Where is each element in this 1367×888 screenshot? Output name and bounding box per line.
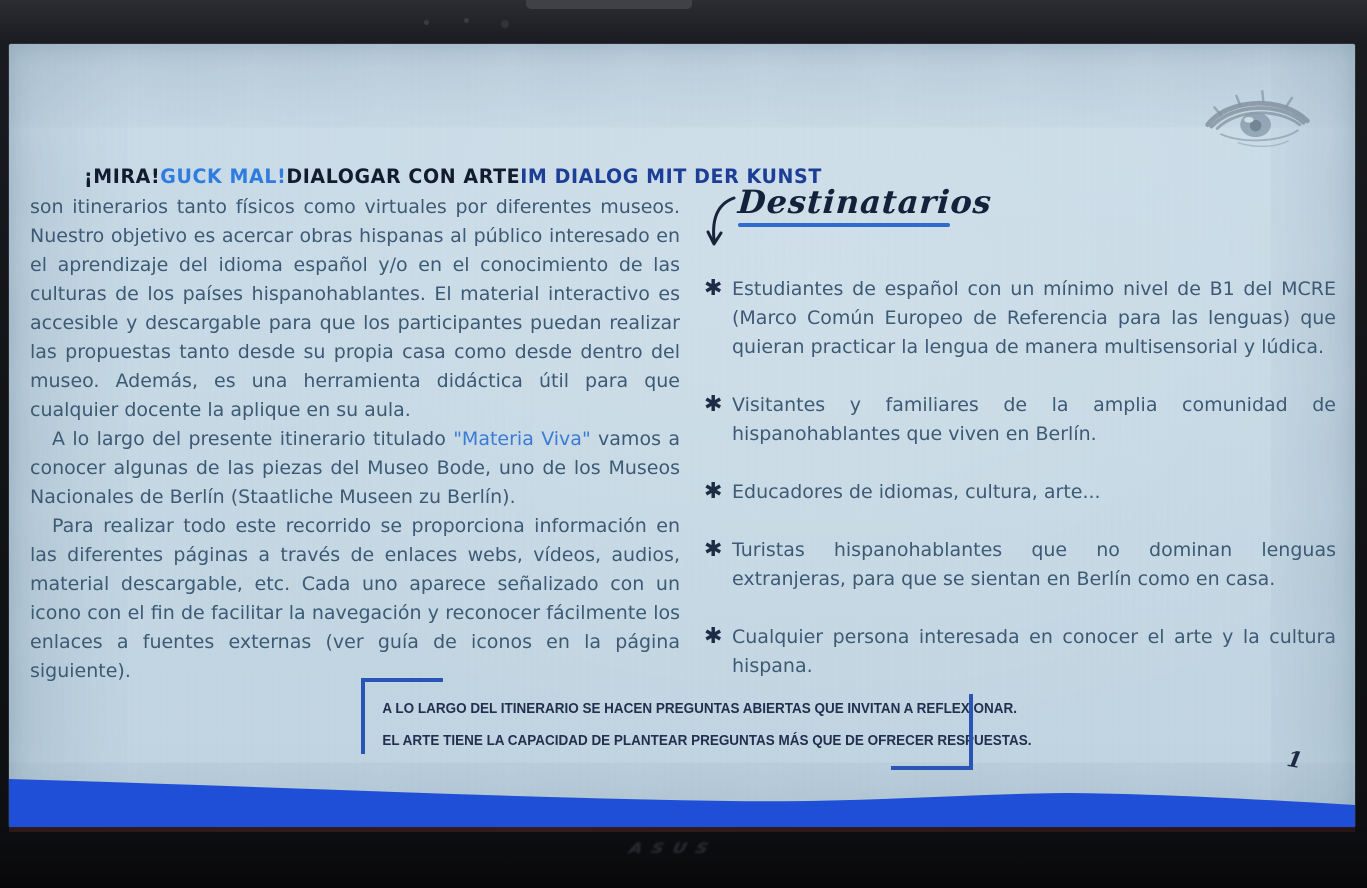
materia-viva-link[interactable]: "Materia Viva" [453, 428, 591, 450]
title-segment-guck-mal: GUCK MAL! [160, 165, 287, 189]
footer-wave [9, 772, 1355, 827]
list-item [704, 478, 1336, 507]
laptop-screen [9, 44, 1355, 827]
heading-underline [738, 223, 950, 227]
microphone-dot-icon [464, 18, 469, 23]
list-item [704, 275, 1336, 362]
intro-section [30, 165, 822, 686]
list-item [704, 391, 1336, 449]
destinatarios-section [704, 184, 1336, 710]
curved-down-arrow-icon [704, 194, 738, 250]
list-item-text: Cualquier persona interesada en conocer el arte y la cultura hispana. [732, 626, 1336, 677]
title-segment-mira: ¡MIRA! [84, 165, 161, 189]
destinatarios-header [704, 184, 1336, 250]
star-bullet-icon: ✱ [704, 624, 723, 649]
hinge-shadow [9, 827, 1355, 832]
list-item-text: Estudiantes de español con un mínimo nivel de B1 del MCRE (Marco Común Europeo de Referencia para las lenguas) que quieran practicar la lengua de manera multisensorial y lúdica. [732, 278, 1336, 358]
destinatarios-list [704, 275, 1336, 681]
star-bullet-icon: ✱ [704, 392, 723, 417]
star-bullet-icon: ✱ [704, 276, 723, 301]
list-item-text: Turistas hispanohablantes que no dominan lenguas extranjeras, para que se sientan en Berlín como en casa. [732, 539, 1336, 590]
title-segment-im-dialog: IM DIALOG MIT DER KUNST [520, 165, 822, 189]
list-item [704, 536, 1336, 594]
list-item-text: Educadores de idiomas, cultura, arte... [732, 481, 1101, 503]
quote-line-1: A LO LARGO DEL ITINERARIO SE HACEN PREGUNTAS ABIERTAS QUE INVITAN A REFLEXIONAR. [382, 701, 1017, 717]
quote-box [361, 678, 1032, 770]
title-segment-dialogar: DIALOGAR CON ARTE [286, 165, 521, 189]
eye-logo-icon [1200, 86, 1315, 148]
quote-line-2: EL ARTE TIENE LA CAPACIDAD DE PLANTEAR PREGUNTAS MÁS QUE DE OFRECER RESPUESTAS. [382, 733, 1032, 749]
asus-logo: ASUS [627, 840, 719, 858]
list-item-text: Visitantes y familiares de la amplia comunidad de hispanohablantes que viven en Berlín. [732, 394, 1336, 445]
page-number: 1 [1284, 745, 1305, 775]
paragraph-text: vamos a conocer algunas de las piezas del Museo Bode, uno de los Museos Nacionales de Berlín (Staatliche Museen zu Berlín). [30, 428, 680, 508]
paragraph-text: A lo largo del presente itinerario titulado [52, 428, 454, 450]
intro-paragraph-1: son itinerarios tanto físicos como virtuales por diferentes museos. Nuestro objetivo es acercar obras hispanas al público interesado en el aprendizaje del idioma español y/o en el conocimiento de las culturas de los países hispanohablantes. El material interactivo es accesible y descargable para que los participantes puedan realizar las propuestas tanto desde su propia casa como desde dentro del museo. Además, es una herramienta didáctica útil para que cualquier docente la aplique en su aula. [30, 196, 680, 421]
star-bullet-icon: ✱ [704, 537, 723, 562]
list-item [704, 623, 1336, 681]
destinatarios-heading: Destinatarios [736, 183, 994, 221]
star-bullet-icon: ✱ [704, 479, 723, 504]
microphone-dot-icon [424, 20, 429, 25]
page-title [30, 165, 822, 189]
intro-paragraph-3: Para realizar todo este recorrido se proporciona información en las diferentes páginas a través de enlaces webs, vídeos, audios, material descargable, etc. Cada uno aparece señalizado con un icono con el fin de facilitar la navegación y reconocer fácilmente los enlaces a fuentes externas (ver guía de iconos en la página siguiente). [30, 515, 680, 682]
webcam-icon [501, 20, 509, 28]
intro-paragraph-2 [30, 425, 680, 512]
webcam-notch [526, 0, 692, 9]
footer-wave-shape [9, 779, 1355, 827]
